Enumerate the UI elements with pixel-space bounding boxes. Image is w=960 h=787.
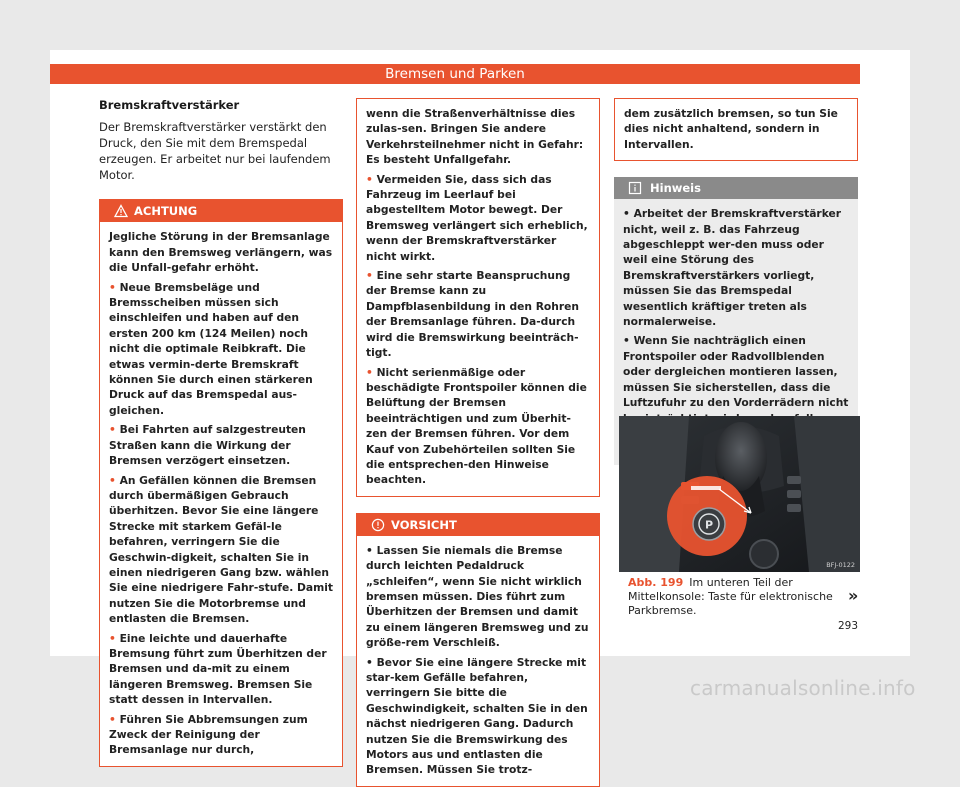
page-number: 293 (838, 620, 859, 632)
continue-mark: » (848, 586, 859, 605)
section-heading: Bremskraftverstärker (99, 98, 240, 112)
info-icon (628, 181, 642, 195)
bullet-icon: • (109, 712, 120, 726)
bullet-icon: • (366, 365, 377, 379)
list-item: • Bevor Sie eine längere Strecke mit star-kem Gefälle befahren, verringern Sie bitte die Geschwindigkeit, schalten Sie in den nächst niedrigeren Gang. Dadurch nutzen Sie die Bremswirkung des Motors aus und entlasten die Bremsen. Müssen Sie trotz- (366, 655, 588, 777)
watermark: carmanualsonline.info (690, 676, 916, 700)
achtung-box (99, 199, 343, 766)
figure-number: Abb. 199 (628, 576, 684, 589)
intro-paragraph: Der Bremskraftverstärker verstärkt den Druck, den Sie mit dem Bremspedal erzeugen. Er arbeitet nur bei laufendem Motor. (99, 120, 331, 183)
chapter-title: Bremsen und Parken (385, 66, 525, 82)
bullet-icon: • (366, 655, 377, 669)
list-item: • Eine leichte und dauerhafte Bremsung führt zum Überhitzen der Bremsen und da-mit zu einem längeren Bremsweg. Bremsen Sie statt dessen in Intervallen. (109, 631, 327, 707)
bullet-icon: • (366, 543, 377, 557)
console-illustration (619, 416, 860, 572)
vorsicht-box (356, 513, 600, 787)
caution-icon (371, 518, 385, 532)
figure-caption (628, 576, 844, 618)
column-1 (99, 98, 343, 767)
parking-brake-figure (619, 416, 860, 572)
hinweis-header (614, 177, 858, 199)
list-item: • Eine sehr starte Beanspruchung der Bremse kann zu Dampfblasenbildung in den Rohren der Bremsanlage führen. Da-durch wird die Bremswirkung beeinträch-tigt. (366, 269, 580, 360)
figure-caption-text: Im unteren Teil der Mittelkonsole: Taste für elektronische Parkbremse. (628, 576, 833, 617)
vorsicht-continued-text: dem zusätzlich bremsen, so tun Sie dies nicht anhaltend, sondern in Intervallen. (624, 107, 838, 151)
achtung-label: ACHTUNG (134, 204, 198, 219)
achtung-box-continued (356, 98, 600, 497)
list-item: • An Gefällen können die Bremsen durch übermäßigen Gebrauch überhitzen. Bevor Sie eine längere Strecke mit starkem Gefäl-le befahren, verringern Sie die Geschwin-digkeit, schalten Sie in einen niedrigeren Gang bzw. wählen Sie eine niedrigere Fahr-stufe. Damit nutzen Sie die Motorbremse und entlasten die Bremsen. (109, 473, 334, 626)
vorsicht-body (357, 536, 599, 786)
bullet-icon: • (366, 172, 377, 186)
achtung-header (100, 200, 342, 222)
vorsicht-header (357, 514, 599, 536)
list-item: • Neue Bremsbeläge und Bremsscheiben müssen sich einschleifen und haben auf den ersten 200 km (124 Meilen) noch nicht die optimale Reibkraft. Die etwas vermin-derte Bremskraft können Sie durch einen stärkeren Druck auf das Bremspedal aus-gleichen. (109, 280, 313, 417)
bullet-icon: • (623, 207, 634, 221)
list-item: • Wenn Sie nachträglich einen Frontspoiler oder Radvollblenden oder dergleichen montieren lassen, müssen Sie sicherstellen, dass die Luftzufuhr zu den Vorderrädern nicht (623, 334, 849, 410)
vorsicht-continued-body (615, 99, 857, 160)
list-item: • Lassen Sie niemals die Bremse durch leichten Pedaldruck „schleifen“, wenn Sie nicht wirklich bremsen müssen. Dies führt zum Überhitzen der Bremsen und damit zu einem längeren Bremsweg und zu größe-rem Verschleiß. (366, 543, 589, 650)
vorsicht-box-continued (614, 98, 858, 161)
achtung-continued-lead: wenn die Straßenverhältnisse dies zulas-sen. Bringen Sie andere Verkehrsteilnehmer nicht in Gefahr: Es besteht Unfallgefahr. (366, 107, 584, 167)
bullet-icon: • (109, 280, 120, 294)
achtung-body (100, 222, 342, 765)
bullet-icon: • (109, 473, 120, 487)
figure-code: BFJ-0122 (826, 561, 855, 569)
list-item: • Bei Fahrten auf salzgestreuten Straßen kann die Wirkung der Bremsen verzögert einsetzen. (109, 423, 306, 468)
column-2 (356, 98, 600, 787)
achtung-continued-body (357, 99, 599, 496)
warning-icon (114, 204, 128, 218)
bullet-icon: • (109, 423, 120, 437)
hinweis-label: Hinweis (650, 181, 701, 196)
list-item: • Nicht serienmäßige oder beschädigte Frontspoiler können die Belüftung der Bremsen beeinträchtigen und zum Überhit-zen der Bremsen führen. Vor dem Kauf von Zubehörteilen sollten Sie die entsprechen-den Hinweise beachten. (366, 365, 587, 487)
bullet-icon: • (109, 631, 120, 645)
list-item: • Arbeitet der Bremskraftverstärker nicht, weil z. B. das Fahrzeug abgeschleppt wer-den muss oder weil eine Störung des Bremskraftverstärkers vorliegt, müssen Sie das Bremspedal wesentlich kräftiger treten als normalerweise. (623, 207, 842, 329)
vorsicht-label: VORSICHT (391, 517, 457, 532)
list-item: • Führen Sie Abbremsungen zum Zweck der Reinigung der Bremsanlage nur durch, (109, 712, 308, 757)
svg-text:P: P (704, 518, 714, 532)
bullet-icon: • (623, 334, 634, 348)
list-item: • Vermeiden Sie, dass sich das Fahrzeug im Leerlauf bei abgestelltem Motor bewegt. Der Bremsweg verlängert sich erheblich, wenn der Bremskraftverstärker nicht wirkt. (366, 172, 588, 263)
achtung-lead: Jegliche Störung in der Bremsanlage kann den Bremsweg verlängern, was die Unfall-gefahr erhöht. (109, 230, 333, 275)
chapter-header (50, 64, 860, 84)
bullet-icon: • (366, 269, 377, 283)
